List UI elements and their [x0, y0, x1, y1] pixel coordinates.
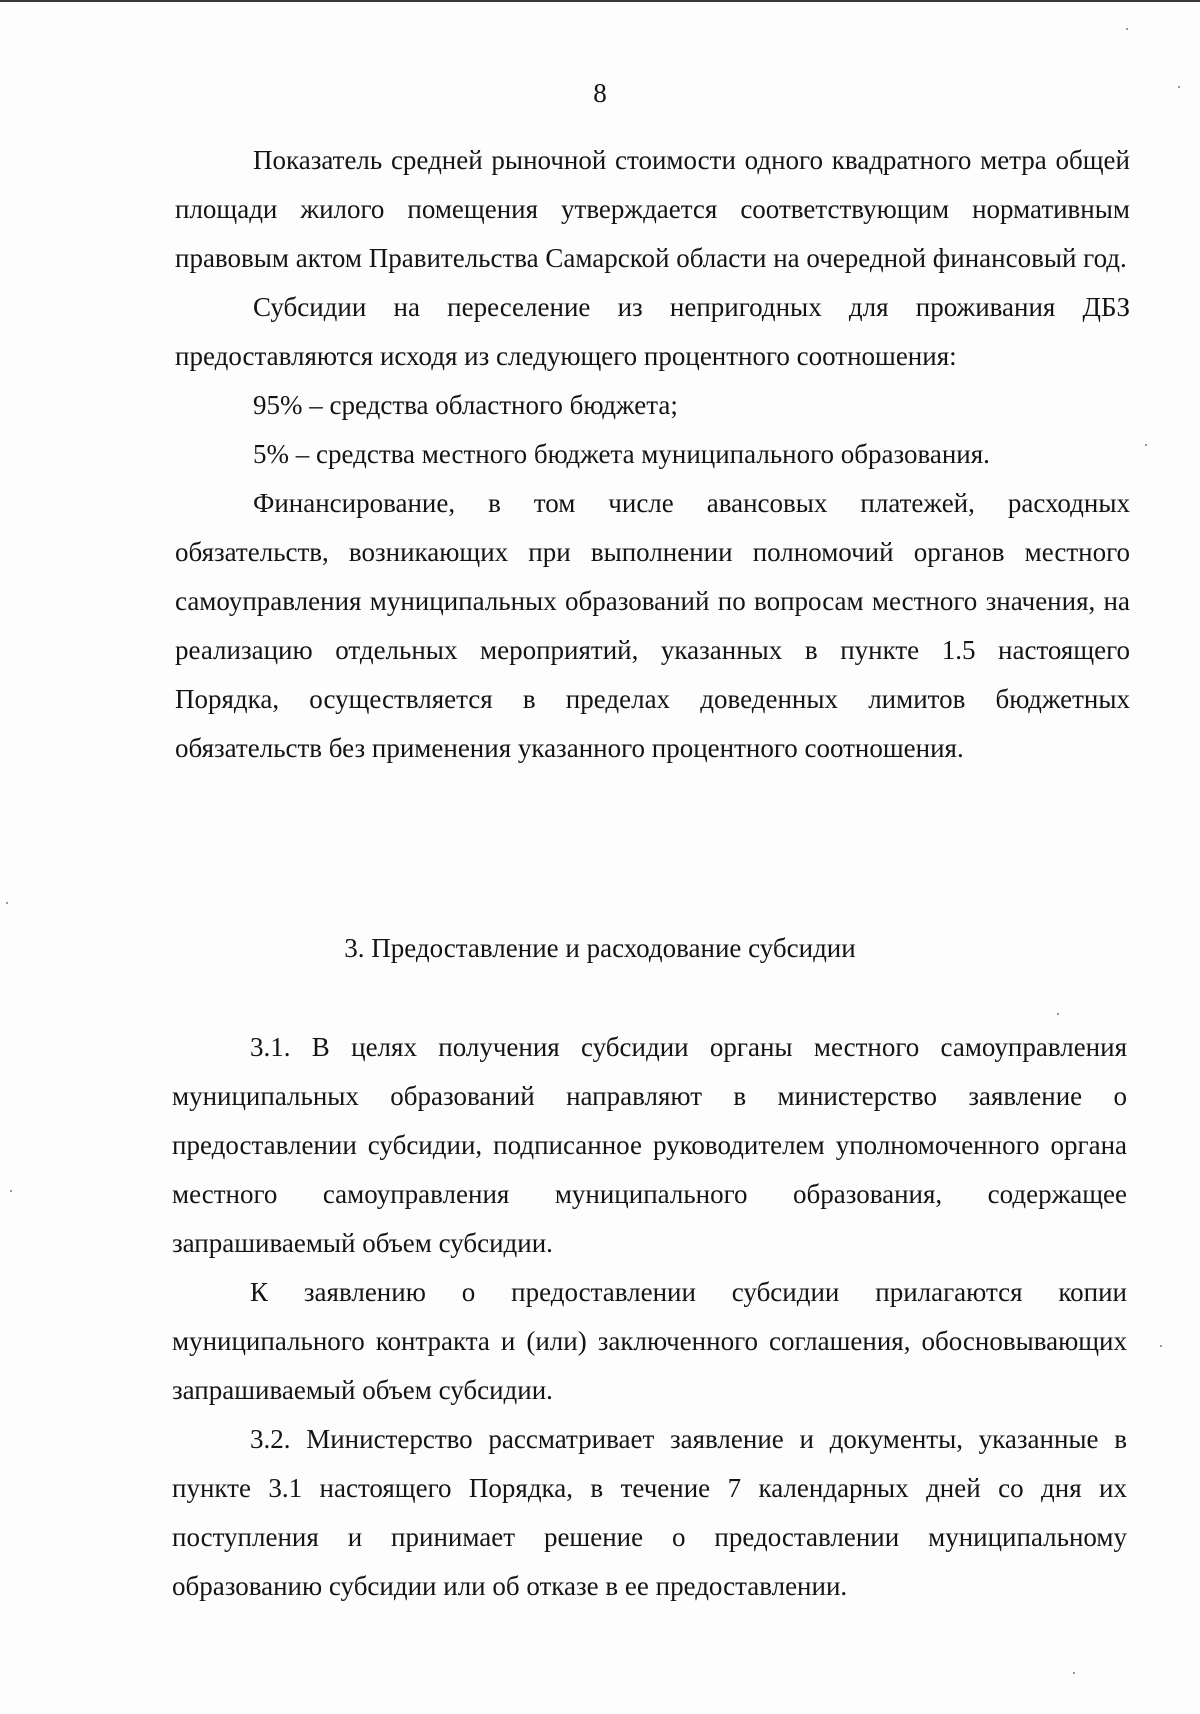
body-text-bottom: [172, 1023, 1127, 1611]
scan-speck: [1178, 86, 1180, 88]
paragraph-subsidy-ratio: Субсидии на переселение из непригодных для проживания ДБЗ предоставляются исходя из следующего процентного соотношения:: [175, 292, 1130, 371]
paragraph-market-value: Показатель средней рыночной стоимости одного квадратного метра общей площади жилого помещения утверждается соответствующим нормативным правовым актом Правительства Самарской области на очередной финансовый год.: [175, 145, 1130, 273]
scan-speck: [1073, 1672, 1075, 1674]
body-text-top: [175, 136, 1130, 773]
scan-speck: [1057, 1013, 1059, 1015]
scan-speck: [1126, 28, 1128, 30]
page-number: 8: [593, 78, 607, 108]
scan-speck: [6, 902, 8, 904]
paragraph-3-1: 3.1. В целях получения субсидии органы местного самоуправления муниципальных образований направляют в министерство заявление о предоставлении субсидии, подписанное руководителем уполномоченного органа местного самоуправления муниципального образования, содержащее запрашиваемый объем субсидии.: [172, 1032, 1127, 1258]
paragraph-financing: Финансирование, в том числе авансовых платежей, расходных обязательств, возникающих при выполнении полномочий органов местного самоуправления муниципальных образований по вопросам местного значения, на реализацию отдельных мероприятий, указанных в пункте 1.5 настоящего Порядка, осуществляется в пределах доведенных лимитов бюджетных обязательств без применения указанного процентного соотношения.: [175, 488, 1130, 763]
scan-speck: [10, 1190, 12, 1192]
paragraph-3-2: 3.2. Министерство рассматривает заявление и документы, указанные в пункте 3.1 настоящего Порядка, в течение 7 календарных дней со дня их поступления и принимает решение о предоставлении муниципальному образованию субсидии или об отказе в ее предоставлении.: [172, 1424, 1127, 1601]
section-heading: 3. Предоставление и расходование субсидии: [344, 933, 856, 963]
scan-speck: [1160, 1345, 1162, 1347]
page-top-edge: [0, 0, 1200, 2]
paragraph-regional-share: 95% – средства областного бюджета;: [253, 390, 678, 420]
paragraph-local-share: 5% – средства местного бюджета муниципального образования.: [253, 439, 990, 469]
scan-speck: [1145, 444, 1147, 446]
paragraph-attachments: К заявлению о предоставлении субсидии прилагаются копии муниципального контракта и (или) заключенного соглашения, обосновывающих запрашиваемый объем субсидии.: [172, 1277, 1127, 1405]
